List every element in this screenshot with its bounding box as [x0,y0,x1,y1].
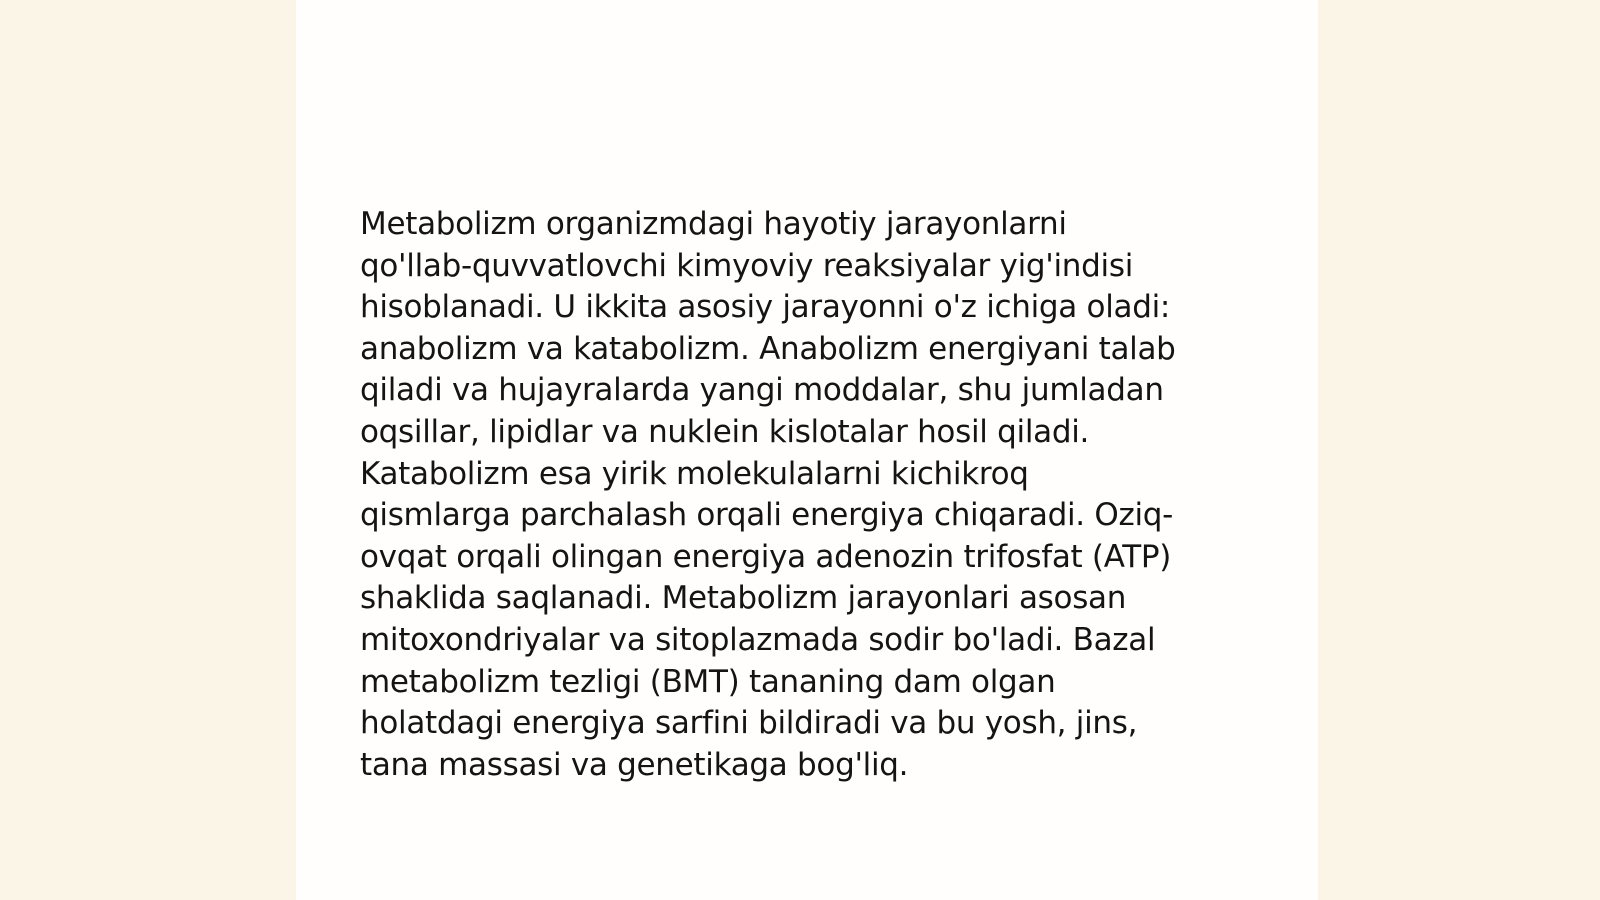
document-page [296,0,1318,900]
paragraph-line: Metabolizm organizmdagi hayotiy jarayonlarni [360,206,1067,242]
paragraph-line: metabolizm tezligi (BMT) tananing dam olgan [360,663,1056,700]
paragraph-line: shaklida saqlanadi. Metabolizm jarayonlari asosan [360,580,1127,617]
paragraph-line: qiladi va hujayralarda yangi moddalar, shu jumladan [360,372,1164,409]
paragraph-line: Katabolizm esa yirik molekulalarni kichikroq [360,455,1029,492]
paragraph-line: anabolizm va katabolizm. Anabolizm energiyani talab [360,330,1176,367]
paragraph-line: tana massasi va genetikaga bog'liq. [360,746,909,783]
paragraph-line: qo'llab-quvvatlovchi kimyoviy reaksiyalar yig'indisi [360,247,1134,284]
paragraph-line: holatdagi energiya sarfini bildiradi va bu yosh, jins, [360,705,1138,742]
paragraph-line: qismlarga parchalash orqali energiya chiqaradi. Oziq- [360,497,1174,534]
paragraph-line: oqsillar, lipidlar va nuklein kislotalar hosil qiladi. [360,413,1090,450]
paragraph-line: mitoxondriyalar va sitoplazmada sodir bo'ladi. Bazal [360,621,1156,658]
paragraph-line: hisoblanadi. U ikkita asosiy jarayonni o'z ichiga oladi: [360,289,1171,326]
body-paragraph [360,204,1240,786]
paragraph-line: ovqat orqali olingan energiya adenozin trifosfat (ATP) [360,538,1172,575]
